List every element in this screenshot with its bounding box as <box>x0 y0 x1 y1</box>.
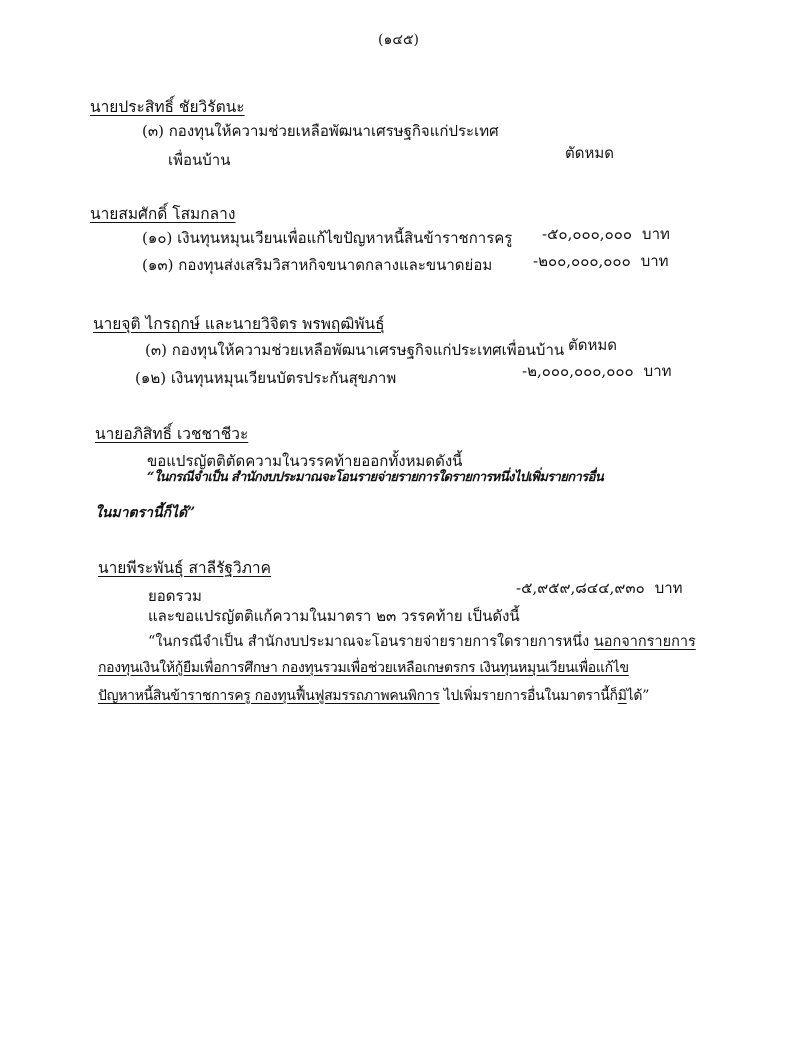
s3-line-1-value: ตัดหมด <box>568 336 617 354</box>
s2-item-2-amount <box>533 252 669 270</box>
speaker-name-2: นายสมศักดิ์ โสมกลาง <box>90 205 236 223</box>
paragraph-underlined: ปัญหาหนี้สินข้าราชการครู กองทุนฟื้นฟูสมรรถภาพคนพิการ <box>98 688 440 704</box>
paragraph-text: “ในกรณีจำเป็น สำนักงบประมาณจะโอนรายจ่ายรายการใดรายการหนึ่ง <box>148 634 594 650</box>
speaker-name-5: นายพีระพันธุ์ สาลีรัฐวิภาค <box>98 559 271 577</box>
speaker-name-1: นายประสิทธิ์ ชัยวิรัตนะ <box>90 98 245 116</box>
s4-line-1: ขอแปรญัตติตัดความในวรรคท้ายออกทั้งหมดดังนี้ <box>147 452 463 470</box>
speaker-name-4: นายอภิสิทธิ์ เวชชาชีวะ <box>95 425 249 443</box>
paragraph-underlined-word: มิ <box>617 688 627 704</box>
page-number: (๑๔๕) <box>378 32 420 48</box>
s5-line-2: และขอแปรญัตติแก้ความในมาตรา ๒๓ วรรคท้าย เป็นดังนี้ <box>148 607 520 625</box>
s3-line-2-amount <box>522 362 672 380</box>
s5-paragraph-line-2: กองทุนเงินให้กู้ยืมเพื่อการศึกษา กองทุนรวมเพื่อช่วยเหลือเกษตรกร เงินทุนหมุนเวียนเพื่อแก้ไข <box>98 660 629 676</box>
s5-total-amount <box>516 579 683 597</box>
amount-unit: บาท <box>643 362 672 380</box>
s4-quote-line-1: “ในกรณีจำเป็น สำนักงบประมาณจะโอนรายจ่ายรายการใดรายการหนึ่งไปเพิ่มรายการอื่น <box>147 470 604 485</box>
s3-line-1: (๓) กองทุนให้ความช่วยเหลือพัฒนาเศรษฐกิจแก่ประเทศเพื่อนบ้าน <box>145 341 565 359</box>
amount-unit: บาท <box>654 579 683 597</box>
amount-unit: บาท <box>640 252 669 270</box>
speaker-name-3: นายจุติ ไกรฤกษ์ และนายวิจิตร พรพฤฒิพันธุ์ <box>93 315 385 333</box>
s1-line-2: เพื่อนบ้าน <box>168 151 231 169</box>
paragraph-underlined: นอกจากรายการ <box>593 634 696 650</box>
s1-line-2-value: ตัดหมด <box>565 144 614 162</box>
paragraph-text-end: ได้” <box>626 688 650 704</box>
s2-item-1-amount <box>542 225 670 243</box>
amount-value: -๒,๐๐๐,๐๐๐,๐๐๐ <box>522 362 634 380</box>
s2-item-2: (๑๓) กองทุนส่งเสริมวิสาหกิจขนาดกลางและขนาดย่อม <box>142 256 493 274</box>
s5-paragraph-line-3 <box>98 688 649 705</box>
s4-quote-line-2: ในมาตรานี้ก็ได้” <box>95 505 196 521</box>
s5-paragraph-line-1 <box>148 634 696 651</box>
amount-unit: บาท <box>642 225 670 243</box>
s5-total-label: ยอดรวม <box>148 587 202 605</box>
s1-line-1: (๓) กองทุนให้ความช่วยเหลือพัฒนาเศรษฐกิจแก่ประเทศ <box>142 122 499 140</box>
amount-value: -๒๐๐,๐๐๐,๐๐๐ <box>533 252 631 270</box>
s2-item-1: (๑๐) เงินทุนหมุนเวียนเพื่อแก้ไขปัญหาหนี้สินข้าราชการครู <box>142 229 513 247</box>
paragraph-text: ไปเพิ่มรายการอื่นในมาตรานี้ก็ <box>439 688 618 704</box>
s3-line-2: (๑๒) เงินทุนหมุนเวียนบัตรประกันสุขภาพ <box>135 369 397 387</box>
amount-value: -๕,๙๕๙,๘๔๔,๙๓๐ <box>516 579 645 597</box>
amount-value: -๕๐,๐๐๐,๐๐๐ <box>542 225 633 243</box>
